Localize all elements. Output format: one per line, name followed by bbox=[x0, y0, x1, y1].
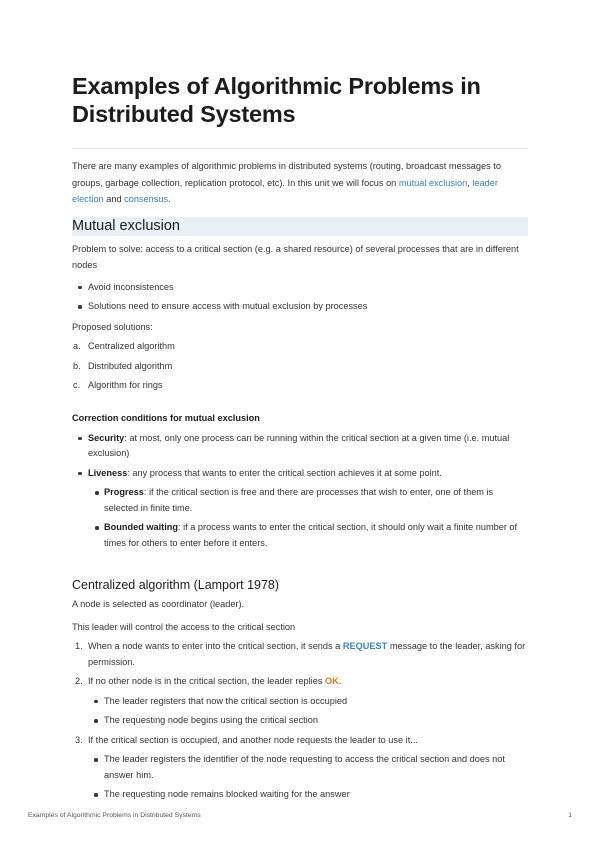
keyword-ok: OK bbox=[324, 676, 339, 686]
list-item-text: If no other node is in the critical section, the leader replies bbox=[88, 676, 325, 686]
step-3 bbox=[72, 733, 528, 803]
list-marker: 2. bbox=[75, 676, 83, 686]
list-item: The leader registers the identifier of the node requesting to access the critical section and does not answer him. bbox=[88, 752, 528, 783]
list-item bbox=[72, 359, 528, 375]
correction-conditions-heading: Correction conditions for mutual exclusion bbox=[72, 412, 260, 423]
centralized-algorithm-heading: Centralized algorithm (Lamport 1978) bbox=[72, 578, 280, 592]
link-mutual-exclusion[interactable]: mutual exclusion bbox=[398, 177, 468, 188]
intro-text: There are many examples of algorithmic problems in distributed systems (routing, broadcast messages to groups, garbage collection, replication protocol, etc). In this unit we will focus on bbox=[72, 161, 501, 188]
list-marker: c. bbox=[73, 380, 81, 390]
list-item: The requesting node begins using the critical section bbox=[88, 713, 528, 729]
link-consensus[interactable]: consensus bbox=[124, 194, 169, 204]
intro-separator: , bbox=[467, 177, 473, 188]
solutions-list bbox=[72, 339, 528, 394]
list-item bbox=[72, 339, 528, 355]
list-item: Avoid inconsistences bbox=[72, 280, 528, 296]
list-item-text: : any process that wants to enter the critical section achieves it at some point. bbox=[127, 467, 442, 478]
conditions-list bbox=[72, 431, 528, 552]
step-2-sublist bbox=[88, 694, 528, 729]
list-item: Solutions need to ensure access with mutual exclusion by processes bbox=[72, 299, 528, 315]
list-item: The leader registers that now the critical section is occupied bbox=[88, 694, 528, 710]
list-item bbox=[72, 378, 528, 394]
list-item-text: : if the critical section is free and there are processes that wish to enter, one of them is selected in finite time. bbox=[104, 487, 494, 513]
list-item-bounded-waiting bbox=[88, 520, 528, 551]
link-leader-election[interactable]: leader election bbox=[72, 177, 498, 204]
list-item-progress bbox=[88, 485, 528, 516]
problem-statement: Problem to solve: access to a critical section (e.g. a shared resource) of several processes that are in different nodes bbox=[72, 243, 519, 270]
term-bounded-waiting: Bounded waiting bbox=[104, 522, 179, 532]
list-item-text: Distributed algorithm bbox=[88, 360, 173, 371]
list-item-text: message to the leader, asking for permission. bbox=[88, 641, 526, 667]
central-line-1: A node is selected as coordinator (leader). bbox=[72, 599, 245, 609]
term-security: Security bbox=[88, 432, 125, 443]
mutual-exclusion-heading: Mutual exclusion bbox=[72, 217, 528, 236]
term-liveness: Liveness bbox=[88, 467, 128, 478]
intro-end: . bbox=[168, 194, 171, 204]
list-item-text: If the critical section is occupied, and another node requests the leader to use it... bbox=[88, 734, 418, 745]
list-item-text: : if a process wants to enter the critical section, it should only wait a finite number of times for others to enter before it enters. bbox=[104, 522, 518, 548]
intro-separator: and bbox=[103, 194, 125, 204]
list-item-text: Algorithm for rings bbox=[88, 380, 163, 390]
list-marker: a. bbox=[73, 341, 81, 351]
page-number: 1 bbox=[568, 812, 572, 819]
document-page bbox=[72, 72, 528, 807]
central-steps bbox=[72, 639, 528, 803]
list-item-text: Centralized algorithm bbox=[88, 341, 175, 351]
problem-bullets bbox=[72, 280, 528, 315]
step-3-sublist bbox=[88, 752, 528, 803]
step-1 bbox=[72, 639, 528, 670]
page-title: Examples of Algorithmic Problems in Distributed Systems bbox=[72, 73, 481, 127]
page-footer bbox=[28, 812, 572, 819]
list-marker: b. bbox=[73, 360, 81, 371]
intro-paragraph bbox=[72, 158, 528, 208]
list-item: The requesting node remains blocked waiting for the answer bbox=[88, 787, 528, 803]
title-divider bbox=[72, 148, 528, 149]
proposed-solutions-label: Proposed solutions: bbox=[72, 321, 153, 332]
central-line-2: This leader will control the access to the critical section bbox=[72, 621, 296, 632]
list-item-text: : at most, only one process can be running within the critical section at a given time (i.e. mutual exclusion) bbox=[88, 432, 510, 458]
list-item-text: . bbox=[338, 676, 342, 686]
step-2 bbox=[72, 674, 528, 729]
term-progress: Progress bbox=[104, 487, 144, 497]
footer-title: Examples of Algorithmic Problems in Distributed Systems bbox=[28, 812, 201, 819]
list-marker: 3. bbox=[75, 734, 83, 745]
list-item-text: When a node wants to enter into the critical section, it sends a bbox=[88, 641, 343, 651]
liveness-sublist bbox=[88, 485, 528, 551]
list-item-security bbox=[72, 431, 528, 462]
list-marker: 1. bbox=[75, 641, 83, 651]
list-item-liveness bbox=[72, 466, 528, 552]
keyword-request: REQUEST bbox=[342, 641, 388, 651]
